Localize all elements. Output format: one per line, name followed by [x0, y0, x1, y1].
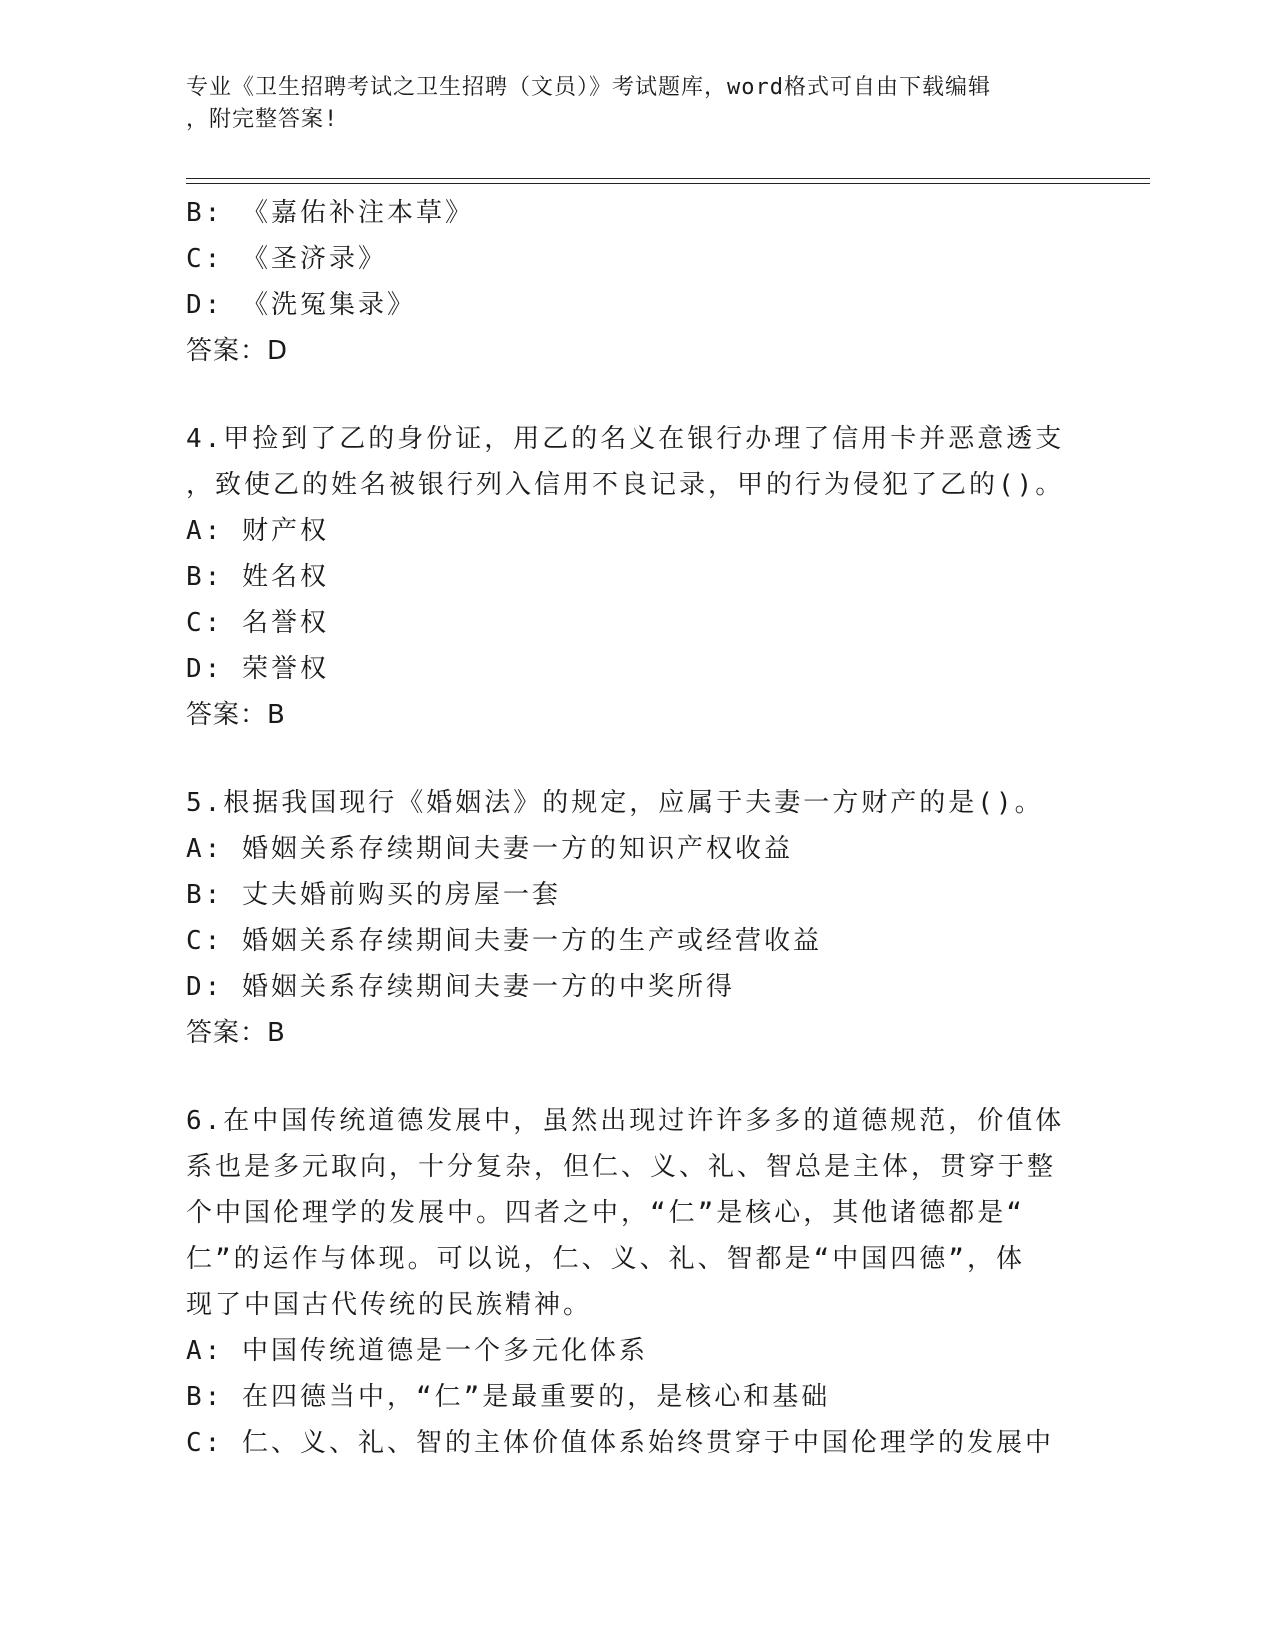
option-d: D: 婚姻关系存续期间夫妻一方的中奖所得: [186, 972, 735, 1002]
question-4: [186, 416, 1066, 738]
answer: 答案：B: [186, 1018, 286, 1048]
option-b: B: 《嘉佑补注本草》: [186, 198, 474, 228]
page-header: [186, 72, 1066, 136]
option-c: C: 婚姻关系存续期间夫妻一方的生产或经营收益: [186, 926, 822, 956]
option-c: C: 名誉权: [186, 608, 329, 638]
header-divider-bottom: [186, 183, 1150, 184]
header-line-1: 专业《卫生招聘考试之卫生招聘（文员）》考试题库，word格式可自由下载编辑: [186, 75, 991, 100]
question-stem: 6.在中国传统道德发展中，虽然出现过许许多多的道德规范，价值体: [186, 1106, 1065, 1136]
option-c: C: 《圣济录》: [186, 244, 387, 274]
answer: 答案：D: [186, 336, 289, 366]
answer: 答案：B: [186, 700, 286, 730]
question-3: [186, 190, 1066, 374]
option-d: D: 荣誉权: [186, 654, 329, 684]
question-6: [186, 1098, 1066, 1466]
option-a: A: 中国传统道德是一个多元化体系: [186, 1336, 648, 1366]
question-stem: ，致使乙的姓名被银行列入信用不良记录，甲的行为侵犯了乙的()。: [186, 470, 1065, 500]
question-stem: 系也是多元取向，十分复杂，但仁、义、礼、智总是主体，贯穿于整: [186, 1152, 1057, 1182]
option-b: B: 姓名权: [186, 562, 329, 592]
question-content: [186, 190, 1066, 1466]
option-b: B: 丈夫婚前购买的房屋一套: [186, 880, 561, 910]
option-d: D: 《洗冤集录》: [186, 290, 416, 320]
question-5: [186, 780, 1066, 1056]
question-stem: 现了中国古代传统的民族精神。: [186, 1290, 593, 1320]
option-b: B: 在四德当中，“仁”是最重要的，是核心和基础: [186, 1382, 831, 1412]
option-a: A: 财产权: [186, 516, 329, 546]
question-stem: 4.甲捡到了乙的身份证，用乙的名义在银行办理了信用卡并恶意透支: [186, 424, 1065, 454]
option-c: C: 仁、义、礼、智的主体价值体系始终贯穿于中国伦理学的发展中: [186, 1428, 1054, 1458]
question-stem: 仁”的运作与体现。可以说，仁、义、礼、智都是“中国四德”，体: [186, 1244, 1025, 1274]
question-stem: 5.根据我国现行《婚姻法》的规定，应属于夫妻一方财产的是()。: [186, 788, 1044, 818]
header-divider-top: [186, 178, 1150, 179]
header-line-2: ，附完整答案!: [186, 107, 339, 132]
option-a: A: 婚姻关系存续期间夫妻一方的知识产权收益: [186, 834, 793, 864]
question-stem: 个中国伦理学的发展中。四者之中，“仁”是核心，其他诸德都是“: [186, 1198, 1025, 1228]
